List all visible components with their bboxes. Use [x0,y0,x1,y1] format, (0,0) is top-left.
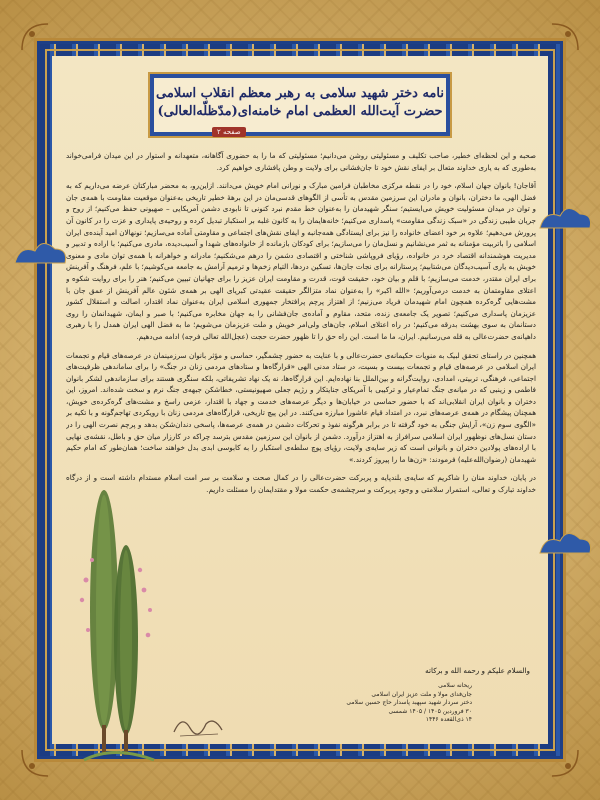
body-paragraph-3: همچنین در راستای تحقق لبیک به منویات حکیمانه‌ی حضرت‌عالی و با عنایت به حضور چشمگیر، حماسی و مؤثر بانوان سرزمینمان در عرصه‌های قیام و تجمعات ایران اسلامی در عرصه‌های قیام و تجمعات بیست و بسیت، در ستاد مدنی الهی «قرارگاه‌ها و ستادهای مردمی زنان در جنگ» را برای ساماندهی ظرفیت‌های اجتماعی، فرهنگی، تربیتی، امدادی، روایت‌گرانه و بین‌الملل بنا نهاده‌ایم. این قرارگاه‌ها، نه یک نهاد تشریفاتی، بلکه سنگری هستند برای سازماندهی لشکر بانوان فاطمی و زینبی که در میانه‌ی جنگ تمام‌عیار و ترکیبی با آمریکای جنایتکار و رژیم جعلی صهیونیستی، خطاشکن جبهه‌ی جنگ نرم و سخت شده‌اند. امروز، این دختران و بانوان ایران انقلابی‌اند که با حضور حماسی در خیابان‌ها و دیگر عرصه‌های خدمت و جهاد با اقتدار، عزمی راسخ و مشت‌های گره‌کرده‌ی خویش، همچنان پیشگام در همه‌ی عرصه‌های نبرد، در امتداد قیام عاشورا مبارزه می‌کنند. در این پیچ تاریخی، قرارگاه‌های مردمی زنان با رویکردی تهاجم‌گونه و با تکیه بر «الگوی سوم زن»، آرایش جنگی به خود گرفته تا در برابر هرگونه نفوذ و تحرکات دشمن در همه‌ی عرصه‌ها، پاسخی دندان‌شکن بدهد و پرچم نصرت الهی را در دستان نسل‌های نوظهور ایران اسلامی سرافراز به اهتزاز درآورد. دشمن از بانوان این سرزمین مقدس بترسد چراکه در کارزار میان حق و باطل، نقشه‌ی نهایی با اراده‌های پولادین دختران و بانوانی است که زیر سایه‌ی ولایت، رؤیای پوچ سلطه‌ی استکبار را به کابوسی ابدی بدل خواهند ساخت؛ همان‌طور که امام حکیم شهیدمان (رضوان‌الله‌علیه) فرمودند: «زن‌ها ما را پیروز کردند.» [66,350,536,464]
corner-ornament-icon [20,748,50,778]
closing-greeting: والسلام علیکم و رحمه الله و برکاته [425,666,530,675]
signer-line-3: ۳۰ فروردین ۱۴۰۵ / ۱۴۰۵ شمسی [388,707,472,715]
signer-line-4: ۱۴ ذی‌القعده ۱۴۴۶ [425,716,472,723]
body-paragraph-1: صحبه و این لحظه‌ای خطیر، صاحب تکلیف و مسئولیتی روشن می‌دانیم؛ مسئولیتی که ما را به حضوری آگاهانه، متعهدانه و استوار در این میدان فرامی‌خواند به‌طوری که به یاری خداوند متعال بر ایفای نقش خود تا جان‌فشانی برای ولایت و وطن پافشاری خواهیم کرد. [66,151,536,172]
corner-ornament-icon [20,22,50,52]
signer-line-1: جان‌فدای مولا و ملت عزیز ایران اسلامی [371,690,472,698]
body-paragraph-4: در پایان، خداوند منان را شاکریم که سایه‌ی بلندپایه و پربرکت حضرت‌عالی را در کمال صحت و سلامت بر سر امت اسلام مستدام داشته است و از درگاه خداوند تبارک و تعالی، استمرار سلامتی و وجود پربرکت و سرچشمه‌ی حکمت مولا و مقتدایمان را مسئلت داریم. [66,473,536,495]
signature-block [252,682,472,725]
signer-line-2: دختر سردار شهید سپهبد پاسدار حاج حسین سلامی [346,699,472,706]
page-badge: صفحه ۲ [212,127,246,137]
cloud-ornament-icon [10,235,70,275]
cloud-ornament-icon [535,200,595,240]
title-line-1: نامه دختر شهید سلامی به رهبر معظم انقلاب اسلامی [156,86,444,101]
title-box [150,74,450,136]
cypress-tree-illustration-icon [64,460,174,770]
signer-name: ریحانه سلامی [438,682,472,689]
body-paragraph-2: آقاجان! بانوان جهان اسلام، خود را در نقطه مرکزی مخاطبان فرامین مبارک و نورانی امام خویش می‌دانند. ازاین‌رو، به محضر مبارکتان عرضه می‌داریم که به فضل الهی، ما دختران، بانوان و مادران این سرزمین مقدس به تأسی از الگوهای قدسی‌مان در این برههٔ خطیر تاریخی به‌عنوان موقعیت مقاومت با همه‌ی جان و توان در میدان مسئولیت خویش می‌ایستیم؛ سنگر شهیدمان را به‌عنوان خط مقدم نبرد کنونی تا نابودی دشمن آمریکایی – صهیونی حفظ می‌کنیم؛ از روح و جریان طیبی زندگی در «سبک زندگی مقاومت» پاسداری می‌کنیم؛ خانه‌هایمان را به کانون غلبه بر استکبار تبدیل کرده و روحیه‌ی پایداری و عزت را در کانون آن پرورش می‌دهیم؛ علاوه بر خود اعضای خانواده را نیز برای ایستادگی همه‌جانبه و ایفای نقش‌های اجتماعی و مقاومتی آماده می‌سازیم؛ نونهالان امید آینده‌ی ایران اسلامی را باتربیت مؤمنانه به ثمر می‌نشانیم و نسل‌مان را می‌سازیم؛ برای کودکان بازمانده از خانواده‌های شهدا و آسیب‌دیده، مادری می‌کنیم؛ با اراده و تدبیر و مدیریت هوشمندانه اقتصاد خرد در خانواده، رؤیای فروپاشی شناختی و اقتصادی دشمن را درهم می‌شکنیم؛ مادرانه و خواهرانه با همه‌ی توان مادی و معنوی خویش به یاری آسیب‌دیدگان می‌شتابیم؛ پرستارانه برای نجات جان‌ها، تسکین دردها، التیام زخم‌ها و ترمیم آرامش به جامعه می‌کوشیم؛ با علم، فرهنگ و آفرینش برای ایران مقتدر، خدمت می‌سازیم؛ با قلم و بیان خود، حقیقت قوت، قدرت و مقاومت ایران عزیز را برای جهانیان تبیین می‌کنیم؛ هنر را برای روایت شکوه و اعتلای مقاومتمان به خدمت درمی‌آوریم؛ «الله اکبر» را به‌عنوان نماد متزالگر حقیقت عقیدتی کبریای الهی بر همه‌ی شئون عالم آفرینش از عمق جان با مشت‌هایی گره‌کرده همچون امام شهیدمان فریاد می‌زنیم؛ از اهتزاز پرچم پرافتخار جمهوری اسلامی ایران به‌عنوان نماد اقتدار، اصالت و استقلال کشور عزیزمان پاسداری می‌کنیم؛ تصویر یک جامعه‌ی زنده، متحد، مقاوم و آماده‌ی جان‌فشانی را به جهان مخابره می‌کنیم؛ با صبر و ایمان، شهیدانمان را روی دستانمان به سوی بهشت بدرقه می‌کنیم؛ در راه اعتلای اسلام، جان‌های ولی‌امر خویش و ملت عزیزمان می‌شویم؛ ما به فضل الهی ایران همدل را با رهبری داهیانه‌ی حضرت‌عالی به قله می‌رسانیم. ایران، ما ما است. این راه حق را تا ظهور حضرت حجت (عجل‌الله تعالی فرجه) ادامه می‌دهیم. [66,181,536,341]
title-line-2: حضرت آیت‌الله العظمی امام خامنه‌ای(مدّظلّه‌العالی) [157,104,443,119]
handwritten-signature-icon [170,710,230,740]
cloud-ornament-icon [535,525,595,565]
corner-ornament-icon [550,748,580,778]
corner-ornament-icon [550,22,580,52]
